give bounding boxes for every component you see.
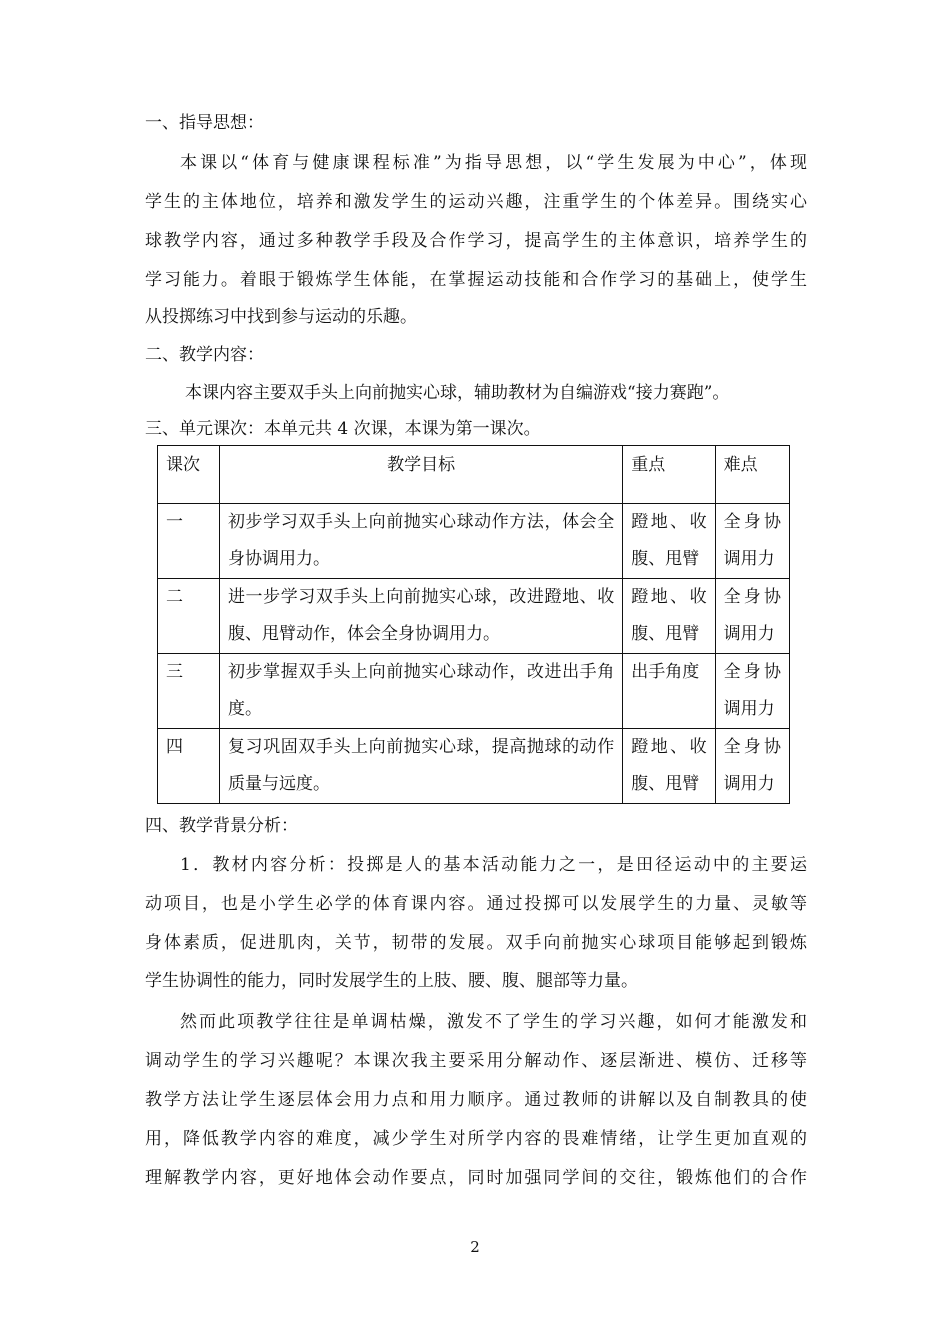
difficulty-text: 全身协调用力 <box>723 512 781 569</box>
goal-text: 初步学习双手头上向前抛实心球动作方法，体会全身协调用力。 <box>227 512 615 569</box>
paragraph-line: 球教学内容，通过多种教学手段及合作学习，提高学生的主体意识，培养学生的 <box>145 231 807 251</box>
table-header-cell: 难点 <box>715 446 789 504</box>
lesson-number-cell: 一 <box>158 504 220 579</box>
key-point-cell <box>623 579 715 654</box>
paragraph-line: 学生协调性的能力，同时发展学生的上肢、腰、腹、腿部等力量。 <box>145 971 638 991</box>
paragraph-line: 本课内容主要双手头上向前抛实心球，辅助教材为自编游戏“接力赛跑”。 <box>185 383 730 403</box>
paragraph-line: 学习能力。着眼于锻炼学生体能，在掌握运动技能和合作学习的基础上，使学生 <box>145 270 807 290</box>
table-row <box>158 729 790 804</box>
section-heading-teaching-content: 二、教学内容： <box>145 345 264 365</box>
goal-text: 初步掌握双手头上向前抛实心球动作，改进出手角度。 <box>227 662 615 719</box>
goal-text: 进一步学习双手头上向前抛实心球，改进蹬地、收腹、甩臂动作，体会全身协调用力。 <box>227 587 615 644</box>
section-heading-unit-lessons: 三、单元课次：本单元共 4 次课，本课为第一课次。 <box>145 419 541 439</box>
paragraph-line: 学生的主体地位，培养和激发学生的运动兴趣，注重学生的个体差异。围绕实心 <box>145 192 807 212</box>
key-point-cell <box>623 729 715 804</box>
difficulty-text: 全身协调用力 <box>723 662 781 719</box>
paragraph-line: 调动学生的学习兴趣呢？本课次我主要采用分解动作、逐层渐进、模仿、迁移等 <box>145 1051 807 1071</box>
table-header-cell: 重点 <box>623 446 715 504</box>
table-row <box>158 654 790 729</box>
table-row <box>158 579 790 654</box>
difficulty-text: 全身协调用力 <box>723 737 781 794</box>
goal-cell <box>219 654 622 729</box>
table-header-cell: 课次 <box>158 446 220 504</box>
paragraph-line: 理解教学内容，更好地体会动作要点，同时加强同学间的交往，锻炼他们的合作 <box>145 1168 807 1188</box>
key-point-text: 蹬地、收腹、甩臂 <box>631 512 707 569</box>
paragraph-line: 然而此项教学往往是单调枯燥，激发不了学生的学习兴趣，如何才能激发和 <box>180 1012 807 1032</box>
table-header-row <box>158 446 790 504</box>
section-heading-guiding-thought: 一、指导思想： <box>145 113 264 133</box>
lesson-table <box>157 445 790 804</box>
paragraph-line: 动项目，也是小学生必学的体育课内容。通过投掷可以发展学生的力量、灵敏等 <box>145 894 807 914</box>
goal-text: 复习巩固双手头上向前抛实心球，提高抛球的动作质量与远度。 <box>227 737 615 794</box>
section-heading-background-analysis: 四、教学背景分析： <box>145 816 298 836</box>
difficulty-cell <box>715 729 789 804</box>
key-point-text: 蹬地、收腹、甩臂 <box>631 587 707 644</box>
paragraph-line: 教学方法让学生逐层体会用力点和用力顺序。通过教师的讲解以及自制教具的使 <box>145 1090 807 1110</box>
key-point-text: 蹬地、收腹、甩臂 <box>631 737 707 794</box>
lesson-number-cell: 三 <box>158 654 220 729</box>
paragraph-line: 用，降低教学内容的难度，减少学生对所学内容的畏难情绪，让学生更加直观的 <box>145 1129 807 1149</box>
lesson-number-cell: 二 <box>158 579 220 654</box>
page-number: 2 <box>470 1238 480 1256</box>
table-header-cell: 教学目标 <box>219 446 622 504</box>
paragraph-line: 本课以“体育与健康课程标准”为指导思想，以“学生发展为中心”，体现 <box>180 153 807 173</box>
paragraph-line: 身体素质，促进肌肉，关节，韧带的发展。双手向前抛实心球项目能够起到锻炼 <box>145 933 807 953</box>
difficulty-cell <box>715 504 789 579</box>
difficulty-text: 全身协调用力 <box>723 587 781 644</box>
difficulty-cell <box>715 579 789 654</box>
table-row <box>158 504 790 579</box>
goal-cell <box>219 579 622 654</box>
key-point-cell <box>623 654 715 729</box>
paragraph-line: 从投掷练习中找到参与运动的乐趣。 <box>145 307 417 327</box>
paragraph-line: 1．教材内容分析：投掷是人的基本活动能力之一，是田径运动中的主要运 <box>180 855 807 875</box>
goal-cell <box>219 729 622 804</box>
lesson-number-cell: 四 <box>158 729 220 804</box>
goal-cell <box>219 504 622 579</box>
key-point-cell <box>623 504 715 579</box>
key-point-text: 出手角度 <box>631 662 700 682</box>
difficulty-cell <box>715 654 789 729</box>
